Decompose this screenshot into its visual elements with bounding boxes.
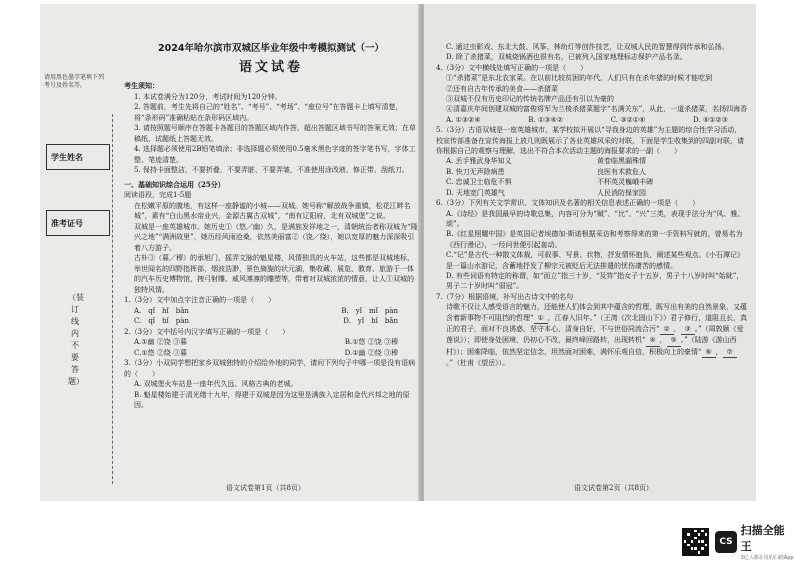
q1-option-a: A. qǐ hǐ bǎn <box>134 306 189 315</box>
q5-b-lower: 良医有术救危人 <box>597 167 646 176</box>
q7-text-3: 。”（周敦颐《爱莲说》）；即使身处困境，仍初心不改，最终峰回路转，出现转机“ <box>446 324 744 345</box>
q5-d-lower: 人民消防保家园 <box>597 188 646 197</box>
qr-code-icon <box>682 528 709 556</box>
question-6: 6.（3分）下列有关文学常识、文体知识及名著的相关信息表述正确的一项是（ ） <box>436 199 700 208</box>
q5-b-upper: B. 快刀无声除病患 <box>446 167 505 176</box>
question-4: 4.（3分）文中横线处填写正确的一项是（ ） <box>436 63 588 72</box>
q1-option-d: D. yǐ hǐ bǎn <box>343 317 398 325</box>
q7-text-2: ，江春入旧年。”（王湾《次北固山下》）君子修行，道阻且长，真正的君子，面对不良诱惑，坚守本心，清身自好，不与世俗同流合污“ <box>446 313 748 333</box>
notice-5: 5. 保持卡面整洁，不要折叠、不要弄脏、不要弄皱，不准使用涂改液、修正带、刮纸刀。 <box>134 166 409 174</box>
reading-intro: 阅读语段，完成1-5题 <box>124 191 192 199</box>
q5-pair-b <box>436 167 748 177</box>
q7-text-4: 。”（陆游《游山西村》）；困难降临，依然坚定信念，坦然面对困难，满怀乐观自信，积极向上的豪情“ <box>446 336 737 356</box>
q2-option-d: D.①幽 ②绕 ③穆 <box>344 348 398 357</box>
q3-option-c: C. 通过虫影戏、东北大鼓、风筝、林幼灯等创作技艺，让双城人民的智慧得到传承和弘扬。 <box>446 43 729 51</box>
q3-option-b: B. 魁星楼始建于清光绪十九年，得建于双城是因为这里是满族入定居和金代兴邦之地的原因。 <box>134 390 410 409</box>
passage-para-2: 双城是一座英雄城市。她历史①（悠／幽）久，是满族发祥地之一，清朝统治者称双城为“隆兴之地”“满洲故里”，她历经风雨沧桑，依然美丽富②（饶／绕），她以宽厚的魅力深深吸引着八方游子。 <box>134 222 418 252</box>
q5-pair-c <box>436 177 748 187</box>
q2-option-c: C.①悠 ②绕 ③暮 <box>134 348 188 357</box>
q5-pair-a <box>436 156 748 166</box>
q7-blank-3[interactable]: ③ <box>681 324 695 335</box>
exam-no-box: 准考证号 <box>46 210 110 236</box>
q4-option-c: C. ③②①④ <box>610 115 646 124</box>
q1-options <box>124 306 418 317</box>
question-2: 2.（3分）文中括号内汉字填写正确的一项是（ ） <box>124 327 290 336</box>
q7-blank-4[interactable]: ④ <box>646 335 660 346</box>
binding-strip <box>40 4 114 501</box>
q1-options-2 <box>124 316 418 327</box>
left-page <box>40 4 420 501</box>
seal-line-text: （装订线内不要答题） <box>68 293 84 386</box>
notice-1: 1. 本试卷满分为120分，考试时间为120分钟。 <box>134 92 282 101</box>
exam-subtitle: 语文试卷 <box>238 59 303 75</box>
brand-name: 扫描全能王 <box>740 524 785 553</box>
q2-option-a: A.①幽 ②饶 ③暮 <box>134 338 188 346</box>
q6-option-d: D. 有些词语有特定的称谓，如“而立”指三十岁，“及笄”指女子十五岁，男子十八岁时叫“始龀”，男子二十岁时叫“弱冠”。 <box>446 271 744 291</box>
passage-para-1: 在松嫩平原的腹地，有这样一座静谧的小城——双城。她号称“解放战争重镇，松花江畔名城”，素有“白山黑水帝业兴，金源古翼古双城”，“南有辽阳府，北有双城堡”之说。 <box>134 201 411 220</box>
q4-item-1: ①“杀猪菜”是东北农家菜。在以前比较贫困的年代，人们只有在杀年猪的时候才能吃到 <box>446 74 713 83</box>
q4-item-4: ④清嘉庆年间创建双城的富俊将军为兰棱杀猪菜题字“名满关东”，从此，一道杀猪菜，名扬四海香 <box>446 105 748 114</box>
q5-c-lower: 不杯英灵巍峨丰碑 <box>597 178 653 187</box>
right-content <box>436 42 748 369</box>
q5-pair-d <box>436 188 748 198</box>
section-1-heading: 一、基础知识综合运用（25分） <box>124 179 225 189</box>
q7-passage <box>436 302 748 368</box>
exam-title: 2024年哈尔滨市双城区毕业年级中考模拟测试（一） <box>158 43 384 54</box>
q4-option-a: A. ①③②④ <box>446 115 481 124</box>
notice-title: 考生须知： <box>124 81 159 90</box>
q2-options <box>124 337 418 348</box>
q7-comma-1: ， <box>673 324 681 333</box>
notice-2: 2. 答题前，考生先将自己的“姓名”、“考号”、“考场”、“座位号”在答题卡上填写清楚，将“条形码”准确粘贴在条形码区域内。 <box>134 103 403 122</box>
q3-option-a: A. 双城堡火车站是一座年代久远、风格古典的老城。 <box>134 380 298 388</box>
left-page-footer: 语文试卷第1页（共8页） <box>226 484 305 492</box>
q6-option-c: C.“记”是古代一种散文体裁，可叙事、写景、状物，抒发情怀抱负，阐述某些观点。《小石潭记》是一篇山水游记，含蓄地抒发了柳宗元被贬后无法排遣的忧伤凄苦的感情。 <box>446 251 744 270</box>
q5-d-upper: D. 天地宽门英雄气 <box>446 188 505 197</box>
q6-option-b: B.《红星照耀中国》是英国记者埃德加·斯诺根据采访和考察得来的第一手资料写就的，曾易名为《西行漫记》，一经问世便引起轰动。 <box>446 230 743 249</box>
question-3: 3.（3分）小双同学想把家乡双城独特的介绍给外地的同学，请问下列句子中哪一项是没有语病的（ ） <box>124 359 416 378</box>
q5-c-upper: C. 忠诚卫士临危不惧 <box>446 178 512 187</box>
binding-dashed-line <box>112 114 113 484</box>
question-7: 7.（7分）根据语境，补写出古诗文中的名句 <box>436 292 574 301</box>
camscanner-logo-icon: CS <box>715 531 736 553</box>
q2-option-b: B.①悠 ②饶 ③穆 <box>344 338 398 346</box>
student-name-box: 学生姓名 <box>46 144 110 170</box>
q2-options-2 <box>124 348 418 359</box>
q7-comma-2: ， <box>659 336 667 345</box>
q7-blank-1[interactable]: ① <box>534 313 548 324</box>
q1-option-c: C. qǐ hǐ pàn <box>134 317 189 325</box>
right-page <box>424 4 756 501</box>
q3-option-d: D. 除了杀猪菜，双城烧锅酒也很有名，已被列入国家地理标志保护产品名录。 <box>446 53 687 62</box>
q6-option-a: A.《诗经》是我国最早的诗歌总集，内容可分为“赋”、“比”、“兴”三类，表现手法分为“风、雅、颂”。 <box>446 209 745 228</box>
left-content <box>124 44 418 411</box>
notice-3: 3. 请按照题号顺序在答题卡各题目的答题区域内作答，超出答题区域书写的答案无效；在草稿纸、试题纸上答题无效。 <box>134 124 416 143</box>
q4-options <box>436 115 748 125</box>
right-page-footer: 语文试卷第2页（共8页） <box>574 484 653 492</box>
binding-note: 请用黑色墨字笔填下列考号及姓名等。 <box>44 74 105 89</box>
question-5: 5.（3分）古语双城是一座英雄城市，某学校拟开展以“寻我身边的英雄”为主题的综合性学习活动，校宣传部准备在宣传海报上放几则既展示了各业英雄风采的对联，下面是学生收集到的四副对联，请你根据自己的观察与理解，选出不符合本次活动主题的海报要求的一副（ ） <box>436 126 744 156</box>
notice-4: 4. 选择题必须使用2B铅笔填涂；非选择题必须使用0.5毫米黑色字迹的签字笔书写，字体工整、笔迹清楚。 <box>134 145 416 164</box>
q7-text-1: 诗歌不仅让人感受语言的魅力，还能使人们体会到其中蕴含的哲理，既写出有美的自然景象，又蕴含着新事物不可阻挡的哲理“ <box>446 303 747 322</box>
q7-blank-2[interactable]: ② <box>660 324 674 335</box>
q7-text-5: 。”（杜甫《望岳》）。 <box>446 359 510 368</box>
exam-photo <box>40 4 756 501</box>
q1-option-b: B. yǐ mǐ pàn <box>341 306 398 315</box>
q4-item-3: ③双城不仅有历史印记的传统名牌产品还有引以为豪的 <box>446 95 614 104</box>
q7-blank-5[interactable]: ⑤ <box>667 335 681 346</box>
q7-blank-7[interactable]: ⑦ <box>723 347 737 358</box>
question-1: 1.（3分）文中加点字注音正确的一项是（ ） <box>124 296 276 304</box>
q5-a-lower: 黄卷临黑漏殊情 <box>597 157 646 166</box>
q4-item-2: ②还有自古年传承的美食——杀猪菜 <box>446 84 558 93</box>
passage-para-3: 古朴③（暮／穆）的承旭门，摇弄文脉的魁星楼，风情独具的火车站，这些都是双城地标，举世闻名的四野指挥部，烟波浩渺，景色旖旎的状元湖，集收藏、展览、教育、旅游于一体的汽车历史博物馆，拽弓射雕、威风凛凛的雕塑等，带着对双城浓浓的情意，让人①双城的独特风情。 <box>134 254 414 294</box>
q5-a-upper: A. 丢手雅武身华知义 <box>446 157 512 166</box>
q7-comma-3: ， <box>715 347 723 356</box>
brand-text <box>741 522 794 561</box>
scanner-watermark <box>682 522 794 561</box>
q4-option-d: D. ④①②③ <box>693 115 728 124</box>
q4-option-b: B. ①③④② <box>528 115 563 124</box>
q7-blank-6[interactable]: ⑥ <box>702 347 716 358</box>
brand-sub: 3亿人都在用的扫描App <box>740 555 794 561</box>
